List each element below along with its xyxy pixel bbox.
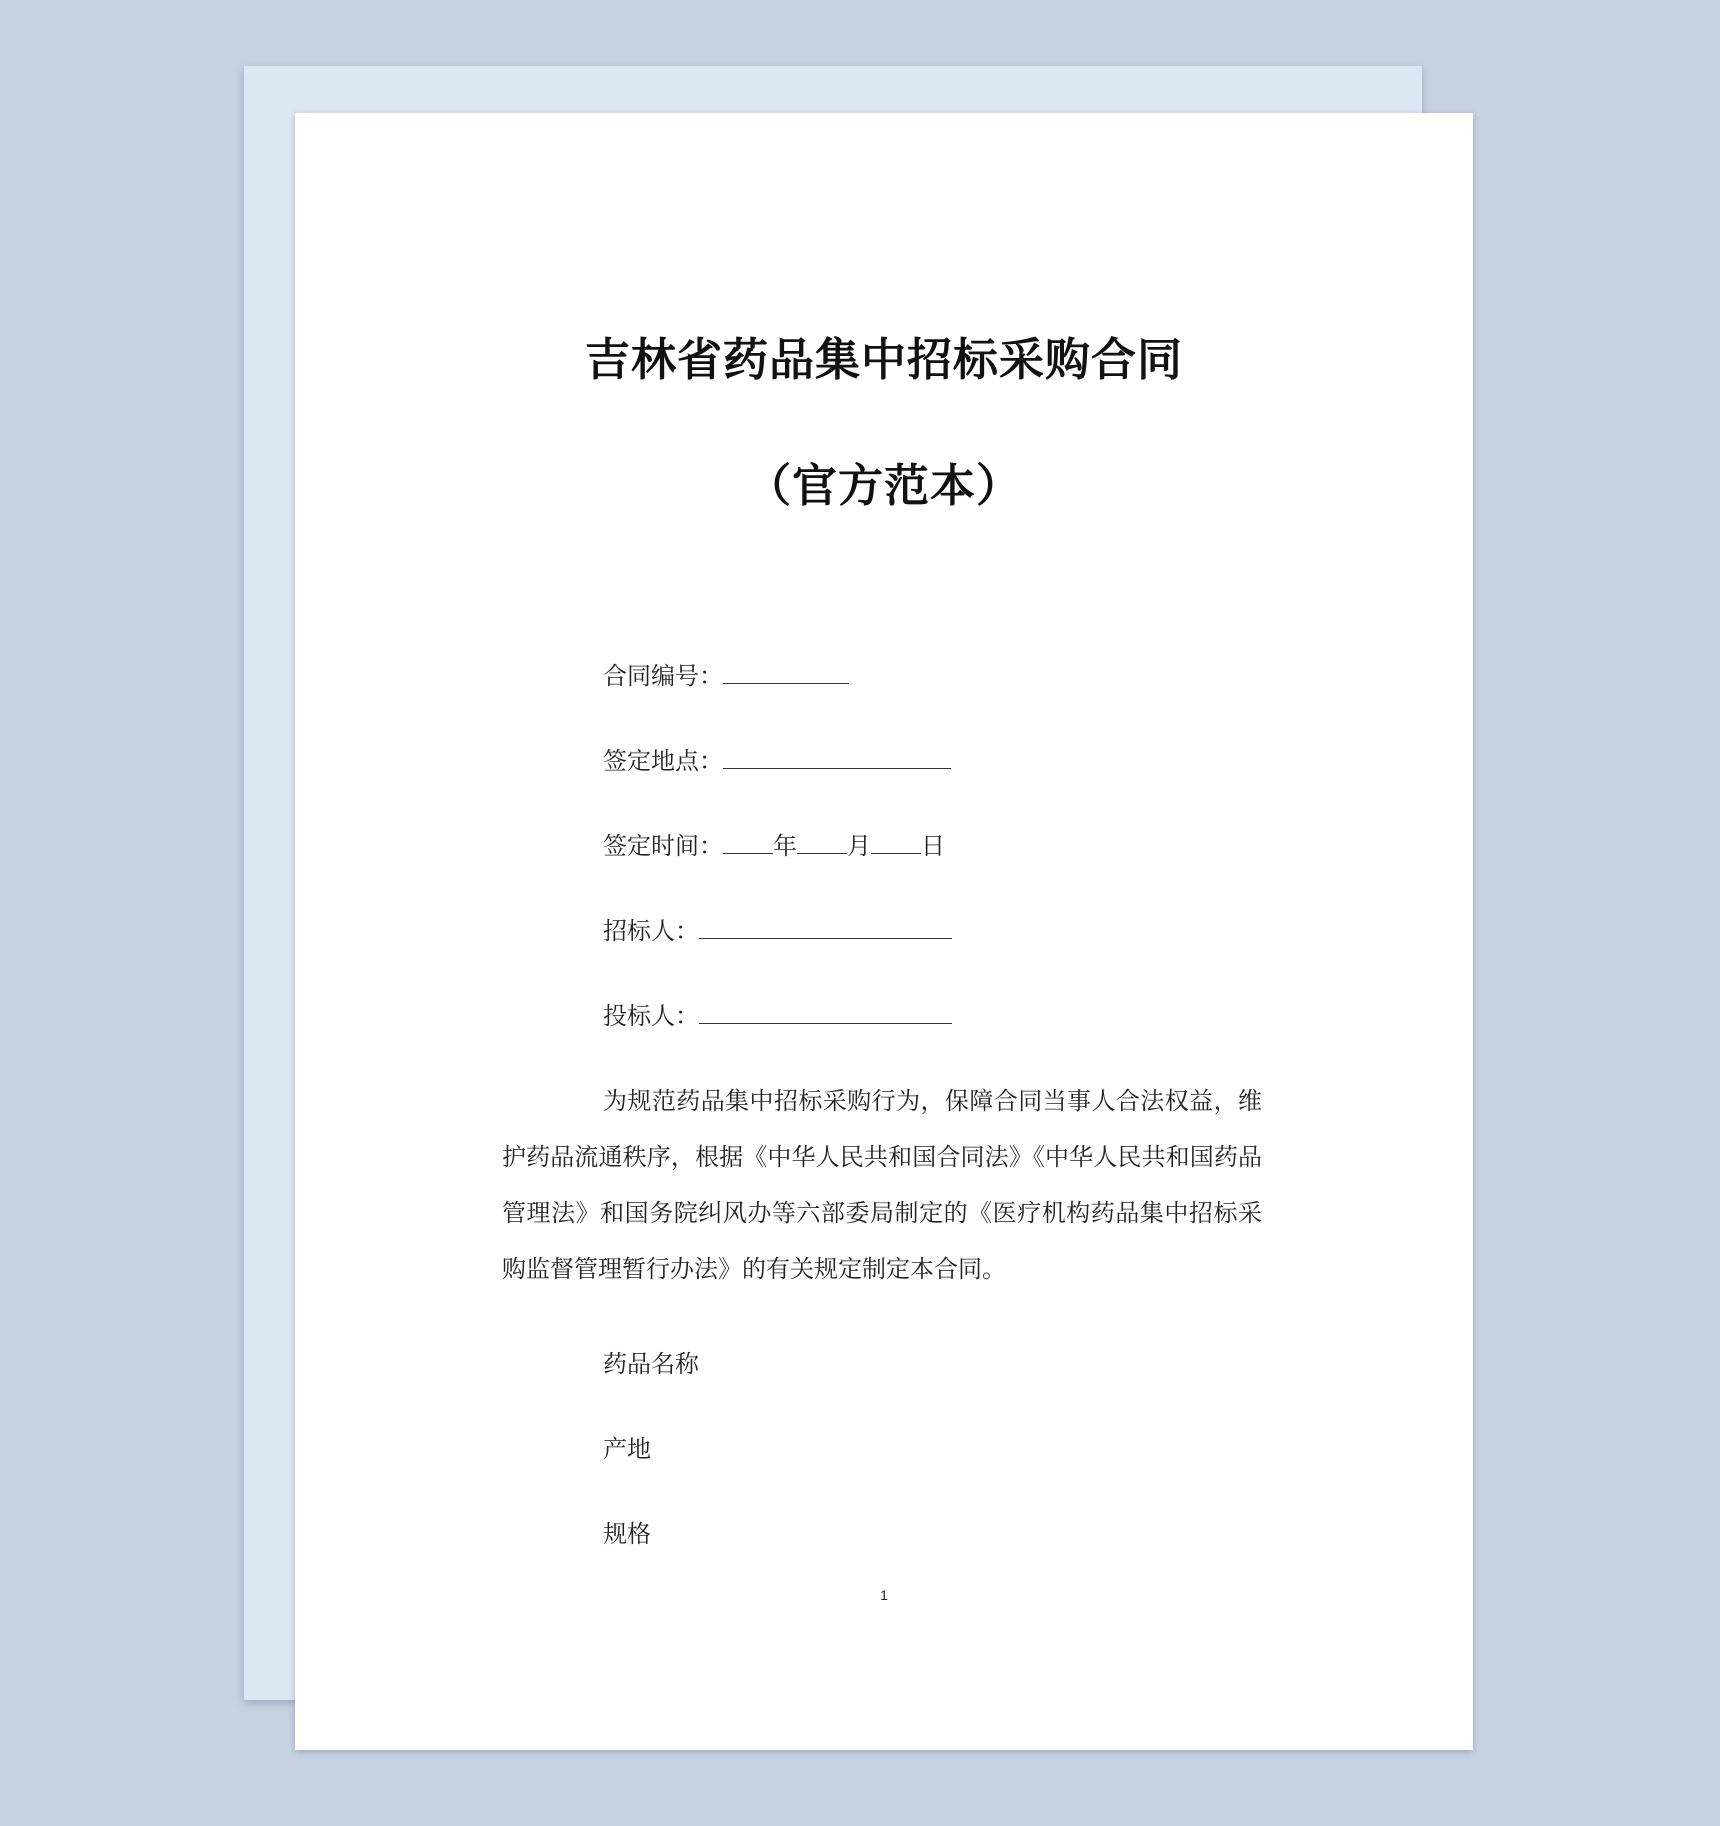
item-origin: 产地	[603, 1435, 651, 1463]
page-number: 1	[880, 1587, 888, 1603]
tenderer-blank	[699, 916, 952, 939]
month-label: 月	[847, 832, 871, 860]
preamble-paragraph: 为规范药品集中招标采购行为，保障合同当事人合法权益，维护药品流通秩序，根据《中华人民共和国合同法》《中华人民共和国药品管理法》和国务院纠风办等六部委局制定的《医疗机构药品集中招标采购监督管理暂行办法》的有关规定制定本合同。	[502, 1087, 1262, 1283]
contract-number-blank	[723, 661, 849, 684]
bidder-blank	[699, 1001, 952, 1024]
item-drug-name: 药品名称	[603, 1350, 699, 1378]
document-subtitle: （官方范本）	[745, 459, 1022, 512]
tenderer-row	[603, 916, 952, 946]
month-blank	[797, 831, 847, 854]
document-page	[295, 113, 1473, 1750]
sign-place-label: 签定地点：	[603, 747, 723, 775]
bidder-row	[603, 1001, 952, 1031]
item-specification: 规格	[603, 1520, 651, 1548]
contract-number-row	[603, 661, 849, 691]
sign-place-row	[603, 746, 951, 776]
tenderer-label: 招标人：	[603, 917, 699, 945]
bidder-label: 投标人：	[603, 1002, 699, 1030]
sign-time-row	[603, 831, 945, 861]
contract-number-label: 合同编号：	[603, 662, 723, 690]
sign-place-blank	[723, 746, 951, 769]
document-title: 吉林省药品集中招标采购合同	[584, 333, 1183, 386]
year-blank	[723, 831, 773, 854]
day-blank	[871, 831, 921, 854]
year-label: 年	[773, 832, 797, 860]
day-label: 日	[921, 832, 945, 860]
sign-time-label: 签定时间：	[603, 832, 723, 860]
